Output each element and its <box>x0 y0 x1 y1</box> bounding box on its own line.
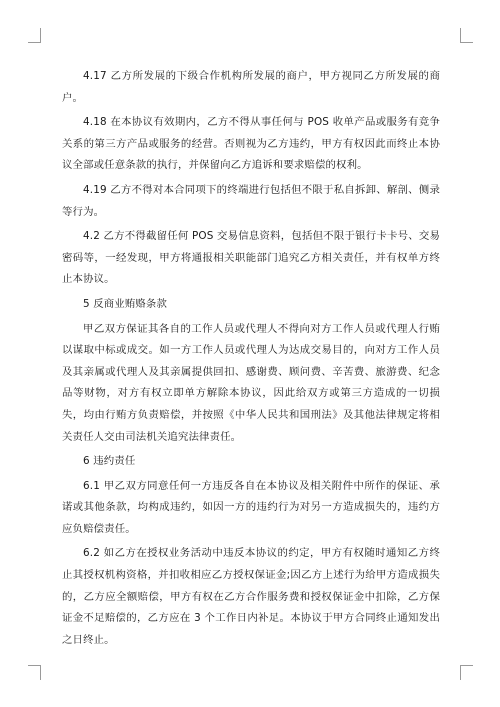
clause-4-17: 4.17 乙方所发展的下级合作机构所发展的商户，甲方视同乙方所发展的商户。 <box>62 70 440 104</box>
crop-mark-top-right <box>460 28 473 43</box>
crop-mark-bottom-left <box>28 665 41 680</box>
clause-4-2: 4.2 乙方不得截留任何 POS 交易信息资料，包括但不限于银行卡卡号、交易密码等，一经发现，甲方将通报相关职能部门追究乙方相关责任，并有权单方终止本协议。 <box>62 230 440 286</box>
clause-4-18: 4.18 在本协议有效期内，乙方不得从事任何与 POS 收单产品或服务有竞争关系的第三方产品或服务的经营。否则视为乙方违约，甲方有权因此而终止本协议全部或任意条款的执行，并保留向乙方追诉和要求赔偿的权利。 <box>62 116 440 172</box>
section-heading-breach-liability: 6 违约责任 <box>83 455 136 468</box>
clause-6-2: 6.2 如乙方在授权业务活动中违反本协议的约定，甲方有权随时通知乙方终止其授权机构资格，并扣收相应乙方授权保证金;因乙方上述行为给甲方造成损失的，乙方应全额赔偿，甲方有权在乙方合作服务费和授权保证金中扣除，乙方保证金不足赔偿的，乙方应在 3 个工作日内补足。本协议于甲方合同终止通知发出之日终止。 <box>62 547 440 646</box>
clause-4-19: 4.19 乙方不得对本合同项下的终端进行包括但不限于私自拆卸、解剖、侧录等行为。 <box>62 183 440 218</box>
crop-mark-top-left <box>28 28 41 43</box>
crop-mark-bottom-right <box>460 665 473 680</box>
anti-bribery-paragraph: 甲乙双方保证其各自的工作人员或代理人不得向对方工作人员或代理人行贿以谋取中标或成交。如一方工作人员或代理人为达成交易目的，向对方工作人员及其亲属或代理人及其亲属提供回扣、感谢费、顾问费、辛苦费、旅游费、纪念品等财物，对方有权立即单方解除本协议，因此给双方或第三方造成的一切损失，均由行贿方负责赔偿，并按照《中华人民共和国刑法》及其他法律规定将相关责任人交由司法机关追究法律责任。 <box>62 322 440 443</box>
section-heading-anti-bribery: 5 反商业贿赂条款 <box>83 297 167 310</box>
clause-6-1: 6.1 甲乙双方同意任何一方违反各自在本协议及相关附件中所作的保证、承诺或其他条款，均构成违约，如因一方的违约行为对另一方造成损失的，违约方应负赔偿责任。 <box>62 479 440 535</box>
document-body <box>62 66 440 654</box>
